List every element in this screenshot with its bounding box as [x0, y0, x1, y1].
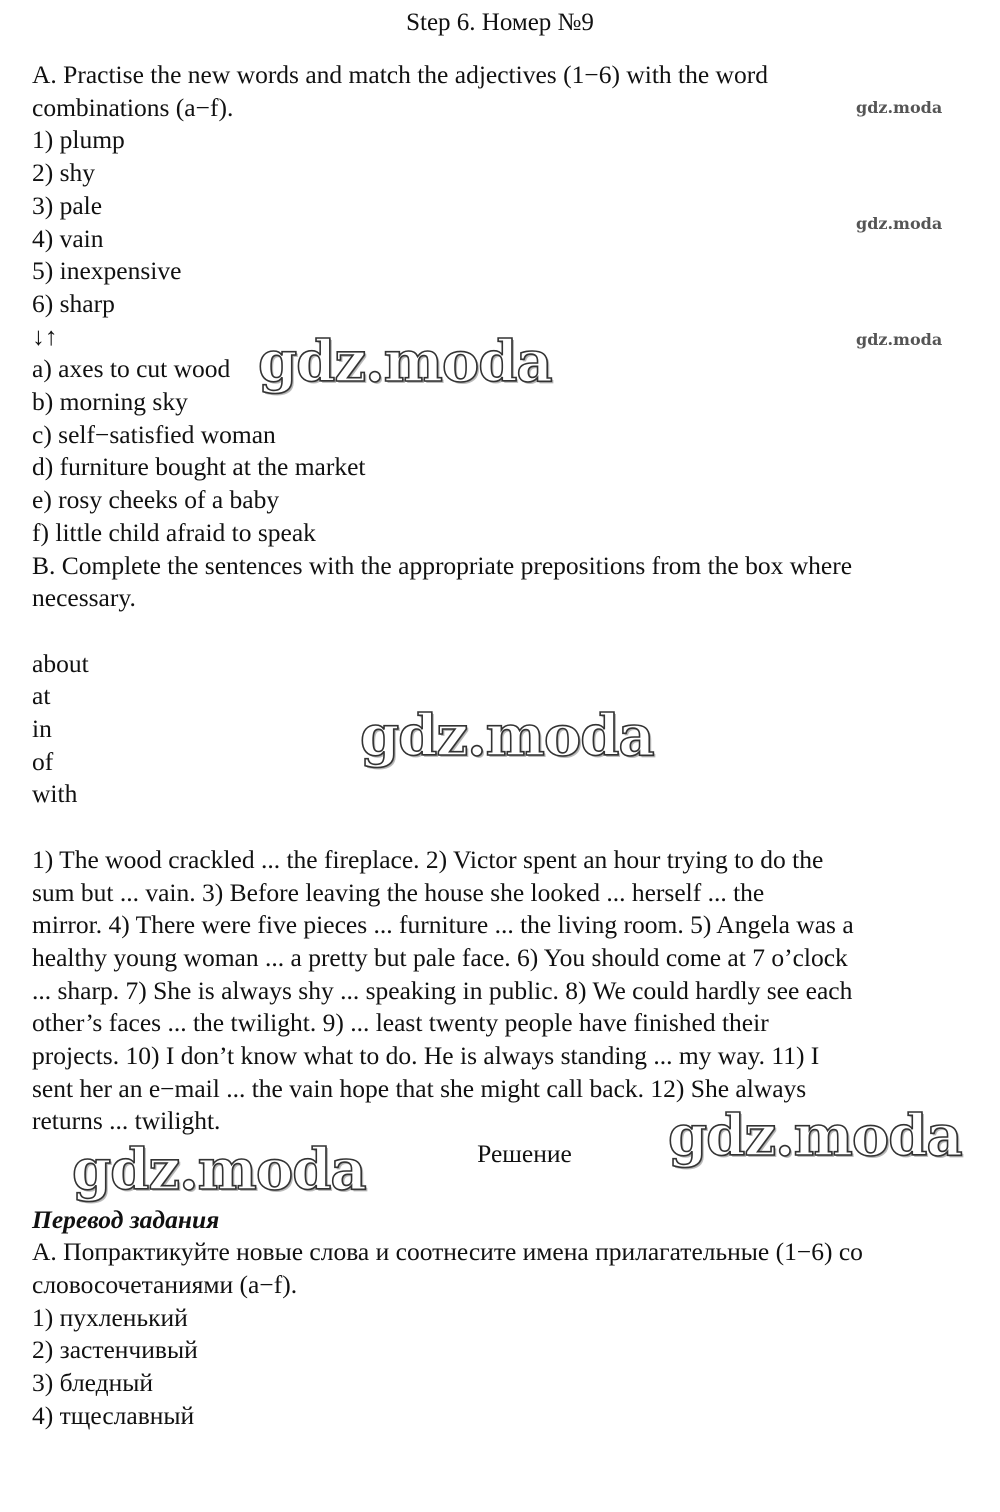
spacer: [32, 615, 982, 648]
sentence-line: sent her an e−mail ... the vain hope that she might call back. 12) She always: [32, 1073, 807, 1103]
solution-heading: Решение: [477, 1139, 572, 1169]
translated-adjective: 3) бледный: [32, 1368, 154, 1398]
task-a-instruction-line1: A. Practise the new words and match the adjectives (1−6) with the word: [32, 60, 768, 89]
adjective-item: 6) sharp: [32, 288, 115, 318]
sentence-line: projects. 10) I don’t know what to do. He is always standing ... my way. 11) I: [32, 1041, 820, 1071]
sentence-line: mirror. 4) There were five pieces ... furniture ... the living room. 5) Angela was a: [32, 910, 854, 940]
watermark-large: gdz.moda: [72, 1137, 366, 1203]
box-word: about: [32, 648, 89, 678]
watermark-small: gdz.moda: [856, 98, 943, 117]
watermark-small: gdz.moda: [856, 214, 943, 233]
adjective-item: 1) plump: [32, 125, 125, 155]
task-b-instruction-line2: necessary.: [32, 583, 136, 613]
sentence-line: healthy young woman ... a pretty but pale face. 6) You should come at 7 o’clock: [32, 942, 848, 972]
combination-item: d) furniture bought at the market: [32, 452, 366, 482]
watermark-large: gdz.moda: [258, 329, 552, 395]
combination-item: c) self−satisfied woman: [32, 419, 276, 449]
spacer: [32, 811, 982, 844]
task-b-instruction-line1: B. Complete the sentences with the appropriate prepositions from the box where: [32, 550, 853, 580]
combination-item: b) morning sky: [32, 387, 188, 417]
adjective-item: 5) inexpensive: [32, 256, 182, 286]
combination-item: a) axes to cut wood: [32, 354, 231, 384]
combination-item: e) rosy cheeks of a baby: [32, 485, 280, 515]
box-word: in: [32, 714, 52, 744]
translated-adjective: 1) пухленький: [32, 1302, 188, 1332]
combination-item: f) little child afraid to speak: [32, 517, 316, 547]
box-word: at: [32, 681, 51, 711]
adjective-item: 2) shy: [32, 158, 96, 188]
adjective-item: 4) vain: [32, 223, 104, 253]
sentence-line: sum but ... vain. 3) Before leaving the house she looked ... herself ... the: [32, 877, 765, 907]
watermark-small: gdz.moda: [856, 330, 943, 349]
watermark-large: gdz.moda: [668, 1103, 962, 1169]
page-title: Step 6. Номер №9: [406, 9, 594, 36]
match-arrows: ↓↑: [32, 321, 58, 351]
translation-line1: A. Попрактикуйте новые слова и соотнесите имена прилагательные (1−6) со: [32, 1237, 863, 1267]
sentence-line: returns ... twilight.: [32, 1106, 221, 1136]
translated-adjective: 4) тщеславный: [32, 1400, 195, 1430]
sentence-line: ... sharp. 7) She is always shy ... speaking in public. 8) We could hardly see each: [32, 975, 853, 1005]
watermark-large: gdz.moda: [360, 703, 654, 769]
task-a-instruction-line2: combinations (a−f).: [32, 92, 234, 122]
sentence-line: 1) The wood crackled ... the fireplace. 2) Victor spent an hour trying to do the: [32, 844, 824, 874]
box-word: with: [32, 779, 78, 809]
translation-line2: словосочетаниями (a−f).: [32, 1269, 298, 1299]
translation-heading: Перевод задания: [32, 1204, 220, 1234]
translated-adjective: 2) застенчивый: [32, 1335, 198, 1365]
adjective-item: 3) pale: [32, 190, 103, 220]
sentence-line: other’s faces ... the twilight. 9) ... least twenty people have finished their: [32, 1008, 769, 1038]
box-word: of: [32, 746, 54, 776]
